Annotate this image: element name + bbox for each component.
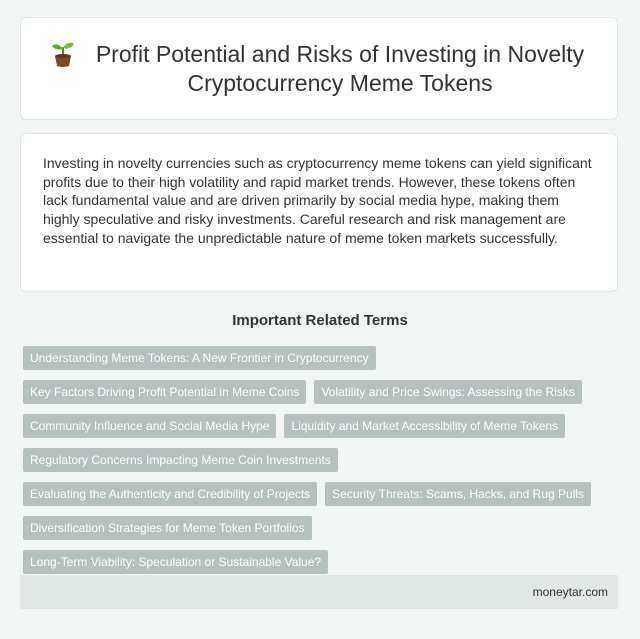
term-tag[interactable]: Diversification Strategies for Meme Token Portfolios <box>23 516 312 540</box>
summary-text: Investing in novelty currencies such as cryptocurrency meme tokens can yield significant profits due to their high volatility and rapid market trends. However, these tokens often lack fundamental value and are driven primarily by social media hype, making them highly speculative and risky investments. Careful research and risk management are essential to navigate the unpredictable nature of meme token markets successfully. <box>43 155 592 246</box>
related-terms-heading: Important Related Terms <box>232 312 408 329</box>
term-tag[interactable]: Regulatory Concerns Impacting Meme Coin Investments <box>23 448 338 472</box>
term-tag[interactable]: Liquidity and Market Accessibility of Meme Tokens <box>284 414 565 438</box>
term-tag[interactable]: Key Factors Driving Profit Potential in Meme Coins <box>23 380 306 404</box>
sprout-icon <box>49 40 77 68</box>
page-title: Profit Potential and Risks of Investing in Novelty Cryptocurrency Meme Tokens <box>95 40 585 96</box>
term-tag[interactable]: Long-Term Viability: Speculation or Sustainable Value? <box>23 550 328 574</box>
footer <box>20 575 618 609</box>
term-tag[interactable]: Volatility and Price Swings: Assessing the Risks <box>314 380 581 404</box>
term-tag[interactable]: Understanding Meme Tokens: A New Frontier in Cryptocurrency <box>23 346 376 370</box>
title-card <box>20 17 618 120</box>
term-tag[interactable]: Security Threats: Scams, Hacks, and Rug Pulls <box>325 482 591 506</box>
term-tag[interactable]: Evaluating the Authenticity and Credibility of Projects <box>23 482 317 506</box>
summary-card <box>20 133 618 292</box>
title-wrap <box>49 40 589 98</box>
term-tag[interactable]: Community Influence and Social Media Hype <box>23 414 276 438</box>
site-name[interactable]: moneytar.com <box>532 585 608 599</box>
related-terms-list <box>23 346 623 584</box>
